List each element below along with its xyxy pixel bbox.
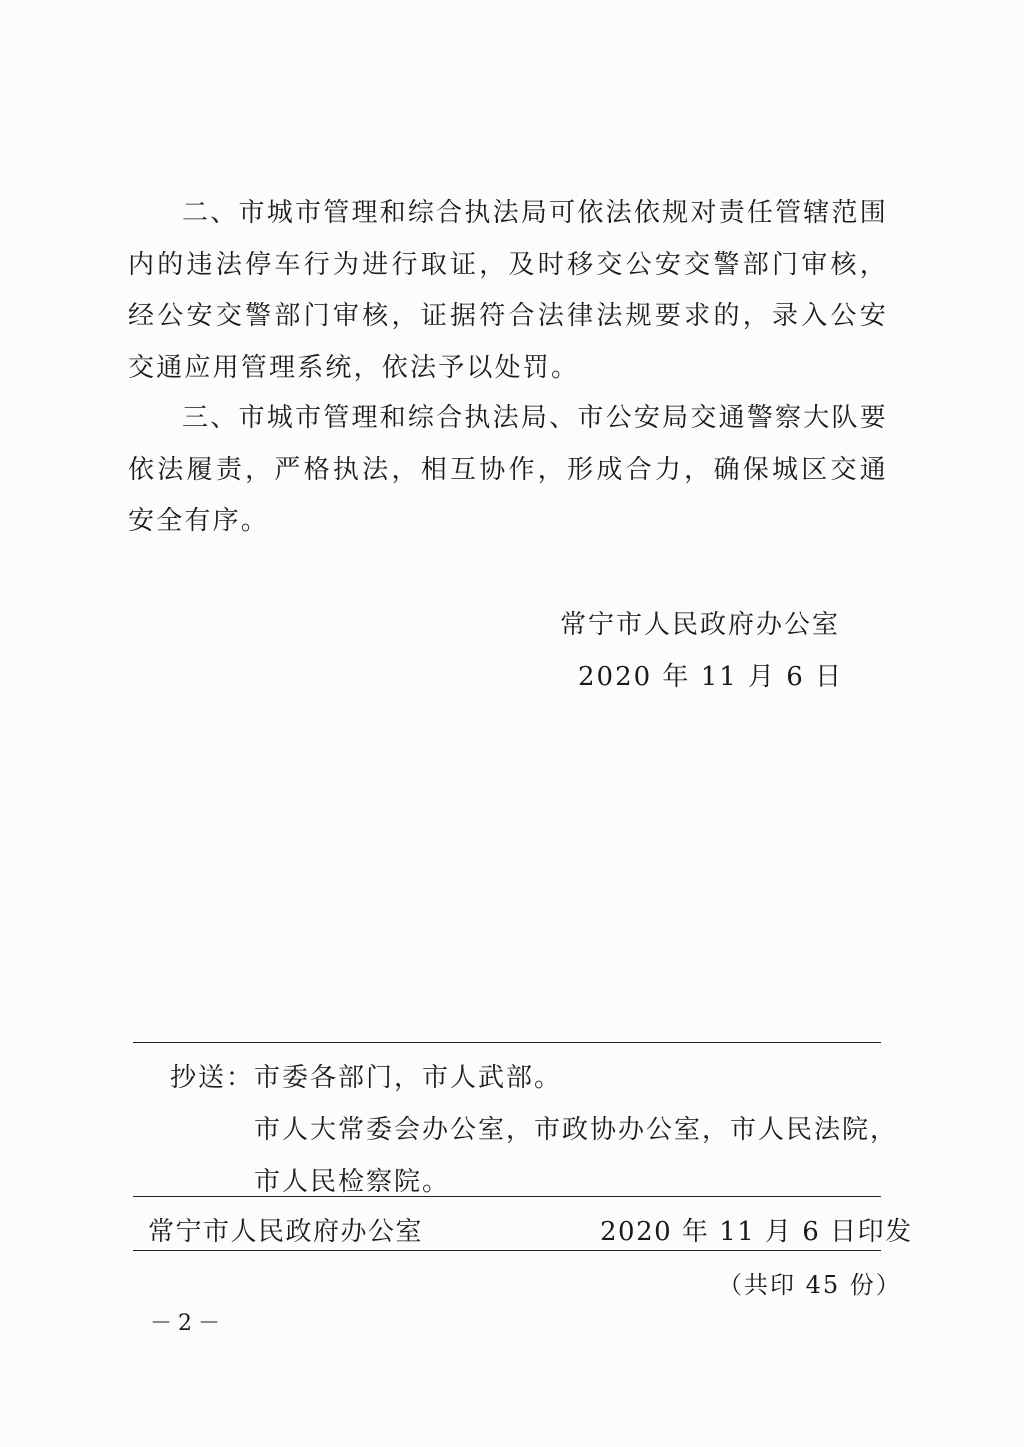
divider-top	[133, 1042, 881, 1043]
page-number: －2－	[150, 1311, 226, 1336]
issue-date: 2020 年 11 月 6 日印发	[600, 1217, 913, 1247]
copies-count: （共印 45 份）	[718, 1271, 902, 1299]
body-paragraph-3: 三、市城市管理和综合执法局、市公安局交通警察大队要依法履责，严格执法，相互协作，形成合力，确保城区交通安全有序。	[128, 403, 888, 536]
distribution-line: 市人大常委会办公室，市政协办公室，市人民法院，	[254, 1115, 899, 1145]
distribution-line: 市委各部门，市人武部。	[254, 1063, 563, 1093]
divider-middle	[133, 1196, 881, 1197]
divider-bottom	[133, 1250, 881, 1251]
distribution-line: 市人民检察院。	[254, 1167, 451, 1197]
distribution-label: 抄送：	[170, 1063, 255, 1093]
issuer-name: 常宁市人民政府办公室	[148, 1217, 424, 1247]
signature-date: 2020 年 11 月 6 日	[578, 662, 844, 692]
signature-organization: 常宁市人民政府办公室	[560, 610, 841, 640]
body-paragraph-2: 二、市城市管理和综合执法局可依法依规对责任管辖范围内的违法停车行为进行取证，及时移交公安交警部门审核，经公安交警部门审核，证据符合法律法规要求的，录入公安交通应用管理系统，依法予以处罚。	[128, 198, 888, 383]
